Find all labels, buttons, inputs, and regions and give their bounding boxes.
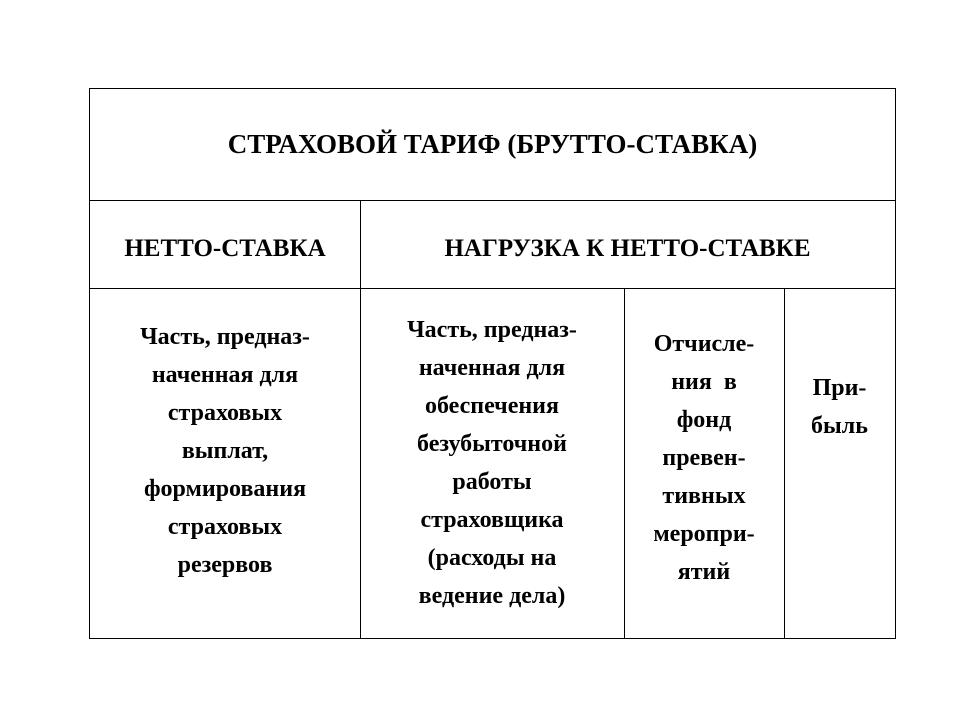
cell-prevention-fund: Отчисле- ния в фонд превен- тивных меропри- ятий — [653, 331, 755, 585]
table-border-bottom — [89, 638, 896, 639]
column-divider-profit — [784, 288, 785, 639]
row-divider-title — [89, 200, 896, 201]
table-border-right — [895, 88, 896, 639]
cell-business-expenses: Часть, предназ- наченная для обеспечения безубыточной работы страховщика (расходы на ведение дела) — [407, 317, 577, 609]
load-header: НАГРУЗКА К НЕТТО-СТАВКЕ — [444, 235, 811, 262]
table-title: СТРАХОВОЙ ТАРИФ (БРУТТО-СТАВКА) — [227, 129, 758, 159]
table-border-top — [89, 88, 896, 89]
cell-profit: При- быль — [811, 375, 868, 439]
row-divider-headers — [89, 288, 896, 289]
cell-insurance-payouts: Часть, предназ- наченная для страховых выплат, формирования страховых резервов — [140, 324, 310, 578]
netto-rate-header: НЕТТО-СТАВКА — [124, 235, 326, 262]
